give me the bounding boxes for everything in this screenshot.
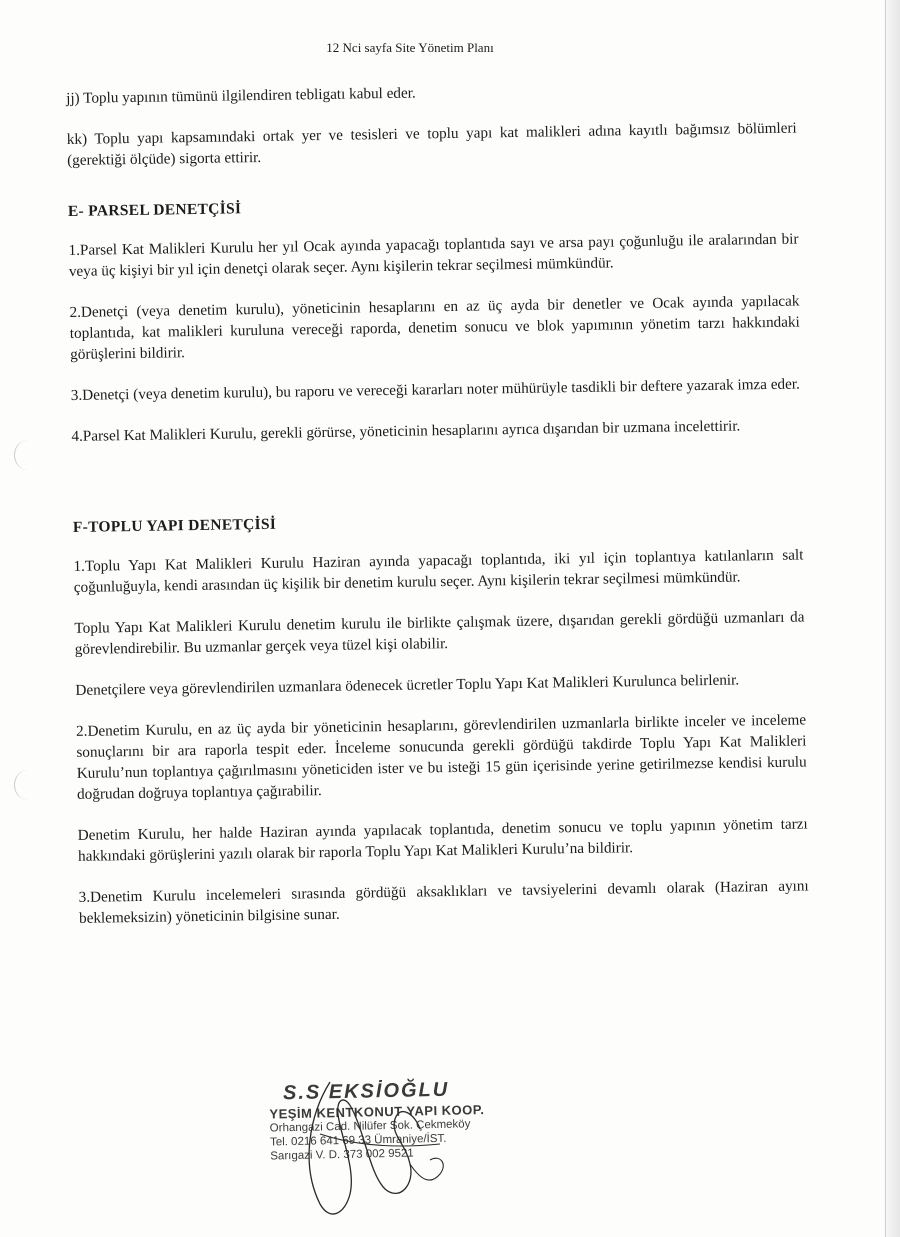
page-header: 12 Nci sayfa Site Yönetim Planı xyxy=(326,40,494,55)
section-f-paragraph: 1.Toplu Yapı Kat Malikleri Kurulu Haziran ayında yapacağı toplantıda, iki yıl için toplantıya katılanların salt çoğunluğuyla, kendi arasından üç kişilik bir denetim kurulu seçer. Aynı kişilerin tekrar seçilmesi mümkündür. xyxy=(73,546,804,596)
stamp-address: Orhangazi Cad. Nilüfer Sok. Çekmeköy xyxy=(269,1118,471,1135)
punch-hole-mark xyxy=(14,440,41,470)
item-kk: kk) Toplu yapı kapsamındaki ortak yer ve tesisleri ve toplu yapı kat malikleri adına kayıtlı bağımsız bölümleri (gerektiği ölçüde) sigorta ettirir. xyxy=(66,119,797,169)
punch-hole-mark xyxy=(14,770,41,800)
section-f-title: F-TOPLU YAPI DENETÇİSİ xyxy=(72,515,277,536)
section-e-paragraph: 2.Denetçi (veya denetim kurulu), yöneticinin hesaplarını en az üç ayda bir denetler ve Ocak ayında yapılacak toplantıda, kat malikleri kuruluna vereceği raporda, denetim sonucu ve blok yapımının yönetim tarzı hakkındaki görüşlerini bildirir. xyxy=(69,292,800,363)
page-edge-line xyxy=(885,0,886,1237)
handwritten-signature xyxy=(290,1074,470,1224)
section-e-paragraph: 3.Denetçi (veya denetim kurulu), bu raporu ve vereceği kararları noter mühürüyle tasdikli bir deftere yazarak imza eder. xyxy=(70,375,800,404)
section-f-paragraph: 2.Denetim Kurulu, en az üç ayda bir yöneticinin hesaplarını, görevlendirilen uzmanlarla birlikte inceler ve inceleme sonuçlarını bir ara raporla tespit eder. İnceleme sonucunda gerekli gördüğü takdirde Toplu Yapı Kat Malikleri Kurulu’nun toplantıya çağırılmasını yöneticiden ister ve bu isteği 15 gün içerisinde yerine getirilmezse kendisi kurulu doğrudan doğruya toplantıya çağırabilir. xyxy=(75,711,807,803)
document-body xyxy=(66,77,809,949)
section-f-paragraph: 3.Denetim Kurulu incelemeleri sırasında gördüğü aksaklıkları ve tavsiyelerini devamlı olarak (Haziran ayını beklemeksizin) yöneticinin bilgisine sunar. xyxy=(78,877,809,927)
section-e-title: E- PARSEL DENETÇİSİ xyxy=(67,200,242,220)
section-f-paragraph: Denetim Kurulu, her halde Haziran ayında yapılacak toplantıda, denetim sonucu ve toplu yapının yönetim tarzı hakkındaki görüşlerini yazılı olarak bir raporla Toplu Yapı Kat Malikleri Kurulu’na bildirir. xyxy=(77,815,808,865)
stamp-phone: Tel. 0216 641 69 33 Ümraniye/İST. xyxy=(269,1132,447,1149)
stamp-tax-office: Sarıgazi V. D. 373 002 9521 xyxy=(270,1147,414,1163)
section-f-paragraph: Toplu Yapı Kat Malikleri Kurulu denetim kurulu ile birlikte çalışmak üzere, dışarıdan gerekli gördüğü uzmanları da görevlendirebilir. Bu uzmanlar gerçek veya tüzel kişi olabilir. xyxy=(74,608,805,658)
stamp-company-type: YEŞİM KENTKONUT YAPI KOOP. xyxy=(269,1102,485,1122)
section-e-paragraph: 1.Parsel Kat Malikleri Kurulu her yıl Ocak ayında yapacağı toplantıda sayı ve arsa payı çoğunluğu ile aralarından bir veya üç kişiyi bir yıl için denetçi olarak seçer. Aynı kişilerin tekrar seçilmesi mümkündür. xyxy=(68,230,799,280)
section-e-paragraph: 4.Parsel Kat Malikleri Kurulu, gerekli görürse, yöneticinin hesaplarını ayrıca dışarıdan bir uzmana incelettirir. xyxy=(71,417,741,445)
item-jj: jj) Toplu yapının tümünü ilgilendiren tebligatı kabul eder. xyxy=(66,84,416,107)
stamp-company-name: S.S EKSİOĞLU xyxy=(282,1078,450,1105)
section-f-paragraph: Denetçilere veya görevlendirilen uzmanlara ödenecek ücretler Toplu Yapı Kat Malikleri Kurulunca belirlenir. xyxy=(75,671,740,699)
